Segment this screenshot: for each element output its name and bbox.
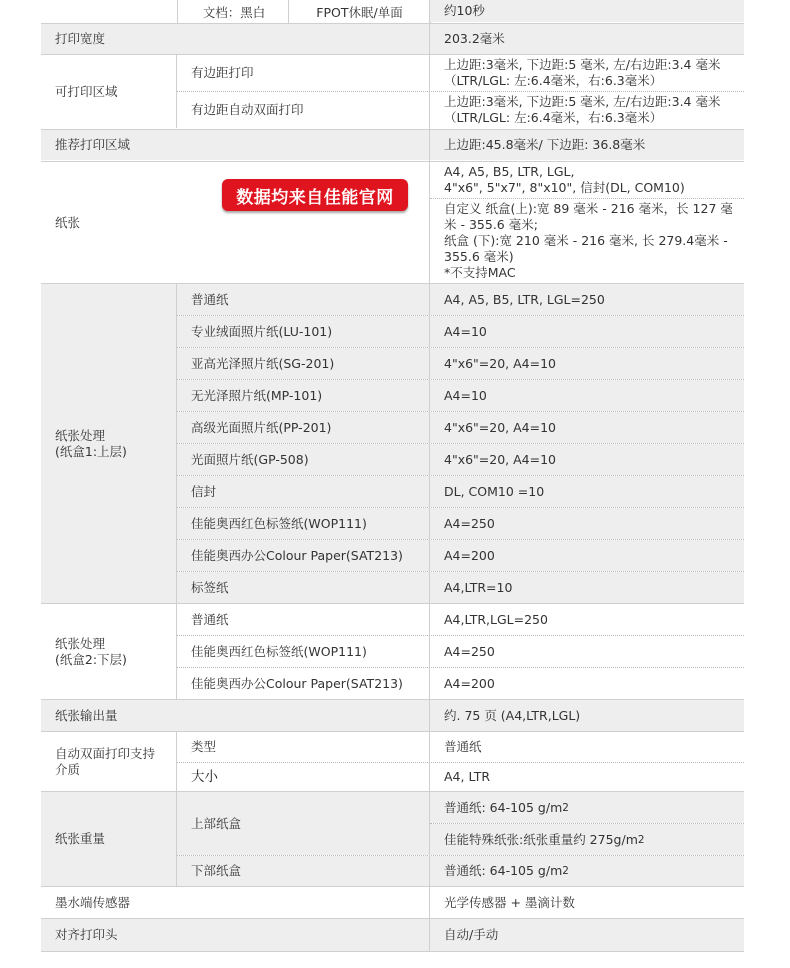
weight-lower-value: 普通纸: 64-105 g/m 2 — [430, 856, 744, 886]
fpot-doc-cell — [177, 0, 291, 24]
top-row-spacer — [41, 0, 176, 22]
paper-custom-line2: 米 - 355.6 毫米; — [444, 217, 538, 232]
hline — [41, 161, 744, 162]
fpot-mode-cell — [288, 0, 431, 24]
tray2-row-value: A4=250 — [444, 643, 495, 659]
tray1-label-line2: (纸盒1:上层) — [55, 443, 127, 459]
print-width-value: 203.2毫米 — [430, 24, 744, 54]
duplex-label — [41, 732, 176, 791]
duplex-label-line2: 介质 — [55, 761, 81, 777]
printable-area-duplex-label: 有边距自动双面打印 — [191, 102, 304, 117]
tray1-row-name: 专业绒面照片纸(LU-101) — [177, 316, 429, 347]
hline — [41, 54, 744, 55]
hline — [41, 603, 744, 604]
tray2-row-name: 佳能奥西办公Colour Paper(SAT213) — [191, 675, 403, 691]
ink-sensor-value: 光学传感器 + 墨滴计数 — [444, 894, 575, 910]
tray1-row-value: DL, COM10 =10 — [430, 476, 744, 507]
tray1-row-value: A4=10 — [430, 380, 744, 411]
weight-upper-value2: 佳能特殊纸张:纸张重量约 275g/m 2 — [430, 824, 744, 855]
tray1-row-name: 亚高光泽照片纸(SG-201) — [177, 348, 429, 379]
duplex-size-value: A4, LTR — [444, 769, 491, 784]
sup-2: 2 — [637, 833, 645, 846]
printable-area-margin-value — [430, 55, 744, 91]
duplex-label-line1: 自动双面打印支持 — [55, 745, 156, 761]
tray2-label — [41, 604, 176, 699]
tray1-row-name: 无光泽照片纸(MP-101) — [177, 380, 429, 411]
tray2-label-line2: (纸盒2:下层) — [55, 651, 127, 667]
printable-area-label: 可打印区域 — [55, 83, 118, 99]
tray2-label-line1: 纸张处理 — [55, 635, 106, 651]
duplex-type-value: 普通纸 — [444, 739, 482, 754]
recommended-area-label: 推荐打印区域 — [41, 130, 429, 160]
vline — [429, 0, 430, 951]
dotline — [430, 198, 744, 199]
paper-custom-line3: 纸盒 (下):宽 210 毫米 - 216 毫米, 长 279.4毫米 - — [444, 233, 728, 248]
source-badge: 数据均来自佳能官网 — [222, 179, 408, 211]
paper-custom-line5: *不支持MAC — [444, 265, 516, 280]
duplex-type-label: 类型 — [191, 739, 217, 754]
pa-line2: （LTR/LGL: 左:6.4毫米，右:6.3毫米） — [444, 73, 663, 88]
paper-custom-line4: 355.6 毫米) — [444, 249, 514, 264]
hline — [41, 283, 744, 284]
vline — [176, 732, 177, 886]
dotline — [430, 823, 744, 824]
dotline — [177, 91, 744, 92]
tray2-row-name: 普通纸 — [191, 611, 229, 627]
printable-area-margin-label: 有边距打印 — [191, 65, 254, 80]
tray1-label — [41, 284, 176, 603]
printable-area-duplex-value — [430, 92, 744, 128]
tray1-row-name: 普通纸 — [177, 284, 429, 315]
output-value: 约. 75 页 (A4,LTR,LGL) — [430, 700, 744, 731]
hline — [41, 23, 744, 24]
tray1-row-name: 光面照片纸(GP-508) — [177, 444, 429, 475]
pad-line1: 上边距:3毫米, 下边距:5 毫米, 左/右边距:3.4 毫米 — [444, 94, 721, 109]
tray1-row-name: 高级光面照片纸(PP-201) — [177, 412, 429, 443]
weight-upper-label: 上部纸盒 — [177, 792, 429, 855]
print-width-label: 打印宽度 — [41, 24, 429, 54]
paper-sizes-value — [430, 162, 744, 198]
dotline — [177, 855, 744, 856]
vline — [176, 284, 177, 699]
output-label: 纸张输出量 — [41, 700, 429, 731]
hline — [41, 918, 744, 919]
recommended-area-value: 上边距:45.8毫米/ 下边距: 36.8毫米 — [430, 130, 744, 160]
paper-sizes-line1: A4, A5, B5, LTR, LGL, — [444, 164, 575, 179]
paper-custom-value — [430, 199, 744, 283]
weight-upper-value1: 普通纸: 64-105 g/m 2 — [430, 792, 744, 823]
pad-line2: （LTR/LGL: 左:6.4毫米，右:6.3毫米） — [444, 110, 663, 125]
hline — [41, 791, 744, 792]
pa-line1: 上边距:3毫米, 下边距:5 毫米, 左/右边距:3.4 毫米 — [444, 57, 721, 72]
paper-custom-line1: 自定义 纸盒(上):宽 89 毫米 - 216 毫米，长 127 毫 — [444, 201, 733, 216]
sup-3: 2 — [562, 865, 569, 877]
fpot-value: 约10秒 — [430, 0, 744, 22]
hline — [41, 951, 744, 952]
tray2-row-name: 佳能奥西红色标签纸(WOP111) — [191, 643, 367, 659]
paper-label: 纸张 — [55, 214, 81, 230]
duplex-size-label: 大小 — [191, 769, 218, 785]
tray1-row-value: 4"x6"=20, A4=10 — [430, 444, 744, 475]
align-head-label: 对齐打印头 — [41, 919, 429, 951]
tray1-row-name: 信封 — [177, 476, 429, 507]
tray1-row-name: 佳能奥西办公Colour Paper(SAT213) — [177, 540, 429, 571]
hline — [41, 886, 744, 887]
hline — [41, 731, 744, 732]
vline — [176, 55, 177, 128]
tray1-label-line1: 纸张处理 — [55, 427, 106, 443]
tray1-row-name: 标签纸 — [177, 572, 429, 603]
fpot-doc-text: 文档：黑白 — [202, 4, 266, 20]
tray1-row-value: 4"x6"=20, A4=10 — [430, 412, 744, 443]
dotline — [177, 762, 744, 763]
weight-lower-label: 下部纸盒 — [177, 856, 429, 886]
tray1-row-value: 4"x6"=20, A4=10 — [430, 348, 744, 379]
weight-label: 纸张重量 — [41, 792, 176, 886]
tray1-row-value: A4=250 — [430, 508, 744, 539]
ink-sensor-label: 墨水端传感器 — [55, 894, 131, 910]
tray1-row-value: A4,LTR=10 — [430, 572, 744, 603]
tray2-row-value: A4,LTR,LGL=250 — [444, 611, 548, 627]
fpot-mode-text: FPOT休眠/单面 — [316, 4, 403, 20]
tray1-row-value: A4, A5, B5, LTR, LGL=250 — [430, 284, 744, 315]
paper-sizes-line2: 4"x6", 5"x7", 8"x10", 信封(DL, COM10) — [444, 180, 685, 195]
hline — [41, 699, 744, 700]
tray1-row-value: A4=200 — [430, 540, 744, 571]
hline — [41, 129, 744, 130]
tray2-row-value: A4=200 — [444, 675, 495, 691]
align-head-value: 自动/手动 — [430, 919, 744, 951]
tray1-row-value: A4=10 — [430, 316, 744, 347]
tray1-row-name: 佳能奥西红色标签纸(WOP111) — [177, 508, 429, 539]
sup-1: 2 — [562, 801, 569, 814]
